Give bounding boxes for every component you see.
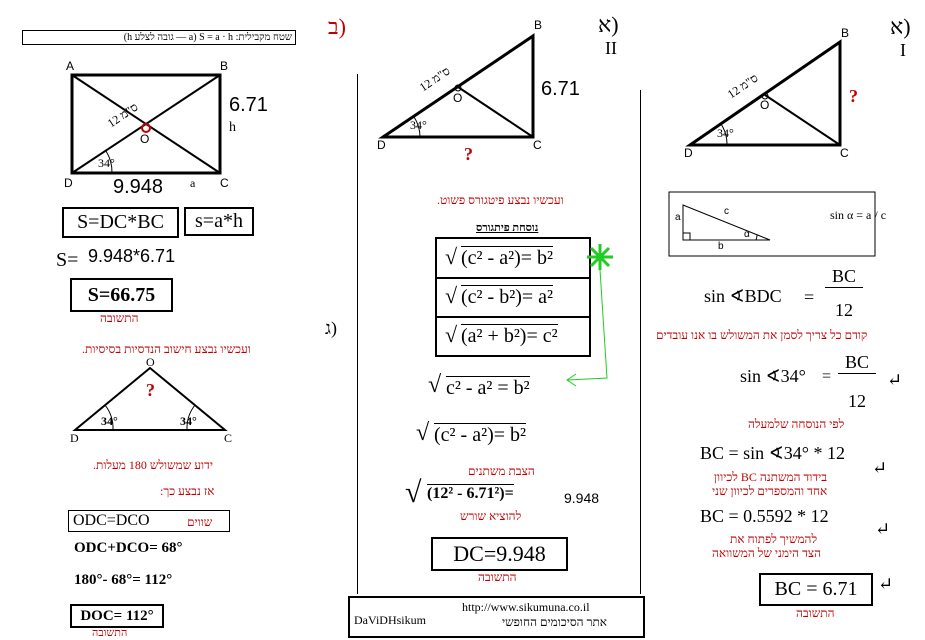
angle-left: 34° <box>101 414 118 428</box>
triangle-vertex-o: O <box>146 355 155 369</box>
dc-result: DC=9.948 <box>431 537 568 571</box>
substitution-result: 9.948 <box>564 490 600 506</box>
roman-2-label: II <box>605 38 617 58</box>
pythagoras-title: נוסחת פיתגורס <box>476 222 539 234</box>
sin-bdc-left: sin ∢BDC <box>704 286 782 306</box>
author-name: DaViDHsikum <box>354 613 426 627</box>
a-label: a <box>190 176 196 190</box>
sin-34-numerator: BC <box>838 352 876 374</box>
step-arrow-2: ↵ <box>872 458 888 478</box>
mid-side-length: 6.71 <box>541 78 580 100</box>
part-a2-label: א) <box>598 12 619 37</box>
mid-diagonal-label: 12 ס"מ <box>416 63 453 95</box>
root-extraction-label: להוציא שורש <box>460 509 522 523</box>
note-isolate-2: אחד והמספרים לכיוון שני <box>712 484 828 498</box>
sin-bdc-numerator: BC <box>825 266 863 288</box>
pythagoras-intro: ועכשיו נבצע פיטגורס פשוט. <box>437 193 564 207</box>
side-length: 6.71 <box>229 94 268 116</box>
sin-34-denominator: 12 <box>848 391 866 411</box>
parallelogram-header: שטח מקבילית: S = a · h (a — גובה לצלע h) <box>22 30 296 45</box>
sine-reference-formula: sin α = a / c <box>830 208 887 222</box>
area-result: S=66.75 <box>70 278 173 312</box>
step-arrow-1: ↵ <box>887 370 903 390</box>
mid-angle-label: 34° <box>410 118 427 132</box>
note-continue-2: הצד הימני של המשוואה <box>712 546 822 560</box>
mid-vertex-o: O <box>453 91 463 105</box>
sum-equation: ODC+DCO= 68° <box>74 540 183 556</box>
right-vertex-c: C <box>840 146 849 160</box>
root-sign: √ <box>428 372 442 398</box>
part-a-label: א) <box>890 14 911 39</box>
then-text: אז נבצע כך: <box>160 484 215 498</box>
ref-side-a: a <box>675 212 681 223</box>
pythagoras-formula-1: (c² - a²)= b² <box>461 247 554 269</box>
angle-right: 34° <box>180 414 197 428</box>
mid-vertex-c: C <box>533 138 542 152</box>
pythagoras-formula-3: (a² + b²)= c² <box>461 325 558 347</box>
calc-prefix: S= <box>56 249 79 271</box>
sin-bdc-denominator: 12 <box>835 300 853 320</box>
vertex-a: A <box>66 59 75 73</box>
note-mark-triangle: קודם כל צריך לסמן את המשולש בו אנו עובדים <box>656 328 868 342</box>
root-sign: √ <box>445 283 458 308</box>
root-sign: √ <box>416 420 430 446</box>
note-continue-1: להמשיך לפתוח את <box>730 532 818 546</box>
big-formula-1: c² - a² = b² <box>446 377 530 399</box>
site-url[interactable]: http://www.sikumuna.co.il <box>462 600 590 614</box>
right-question-mark: ? <box>849 86 858 106</box>
angle-label: 34° <box>98 156 115 170</box>
root-sign: √ <box>405 476 422 509</box>
root-sign: √ <box>445 322 458 347</box>
equal-word: שווים <box>187 515 213 529</box>
note-formula-above: לפי הנוסחה שלמעלה <box>748 417 845 431</box>
part-c-label: ג) <box>325 318 337 338</box>
vertex-b: B <box>220 59 229 73</box>
equality-expression: ODC=DCO <box>73 512 150 529</box>
ref-side-b: b <box>718 241 724 252</box>
sin-34-left: sin ∢34° <box>740 366 806 386</box>
calc-expression: 9.948*6.71 <box>88 246 176 266</box>
answer-label-1: התשובה <box>100 311 139 325</box>
right-diagonal-label: 12 ס"מ <box>724 70 761 102</box>
answer-label-2: התשובה <box>92 627 128 639</box>
big-formula-2: (c² - a²)= b² <box>434 424 527 446</box>
triangle-vertex-c: C <box>224 431 233 445</box>
right-angle-label: 34° <box>717 126 734 140</box>
diagonal-label: 12 ס"מ <box>104 99 141 131</box>
right-answer-label: התשובה <box>796 606 835 620</box>
mid-vertex-b: B <box>534 18 543 32</box>
part-b-label: ב) <box>328 14 346 39</box>
vertex-c: C <box>220 176 229 190</box>
area-formula-1: S=DC*BC <box>62 207 179 238</box>
subtraction-equation: 180°- 68°= 112° <box>74 572 173 588</box>
substitution-equation: (12² - 6.71²)= <box>427 485 514 502</box>
substitution-label: הצבת משתנים <box>468 464 535 478</box>
pythagoras-formula-2: (c² - b²)= a² <box>461 286 554 308</box>
step-arrow-3: ↵ <box>875 519 891 539</box>
equals-sign-2: = <box>822 368 832 385</box>
mid-vertex-d: D <box>377 138 386 152</box>
ref-side-c: c <box>724 206 729 217</box>
note-isolate-1: בידוד המשתנה BC לכיוון <box>714 470 828 484</box>
ref-angle-alpha: α <box>744 229 750 240</box>
h-label: h <box>229 120 236 135</box>
triangle-vertex-d: D <box>70 431 79 445</box>
site-tagline: אתר הסיכומים החופשי <box>502 615 607 629</box>
vertex-d: D <box>64 176 73 190</box>
vertex-o: O <box>140 132 150 146</box>
question-mark-o: ? <box>146 380 155 400</box>
equals-sign-1: = <box>804 287 815 307</box>
roman-1-label: I <box>900 40 906 60</box>
area-formula-2: s=a*h <box>184 207 254 236</box>
angle-result: DOC= 112° <box>70 604 164 628</box>
bc-isolate-equation: BC = sin ∢34° * 12 <box>700 443 845 463</box>
now-text: ועכשיו נבצע חישוב הנדסיות בסיסיות. <box>82 342 251 356</box>
mid-question-mark: ? <box>464 144 473 164</box>
right-vertex-o: O <box>760 98 770 112</box>
right-vertex-b: B <box>841 26 850 40</box>
root-sign: √ <box>445 244 458 269</box>
bc-multiply-equation: BC = 0.5592 * 12 <box>700 506 829 526</box>
base-length: 9.948 <box>113 176 164 198</box>
bc-result: BC = 6.71 <box>759 573 873 606</box>
right-vertex-d: D <box>684 146 693 160</box>
mid-answer-label: התשובה <box>478 570 517 584</box>
known-text: ידוע שמשולש 180 מעלות. <box>93 458 213 472</box>
step-arrow-4: ↵ <box>878 574 894 594</box>
